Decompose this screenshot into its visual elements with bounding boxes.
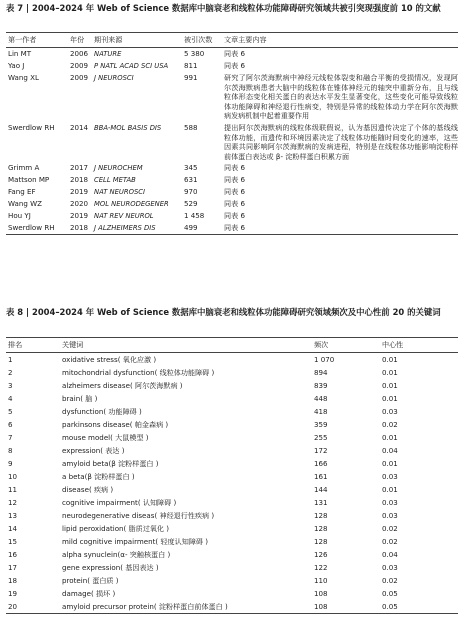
table7-row — [6, 198, 458, 210]
table8-row — [6, 353, 458, 367]
table7-caption: 表 7 | 2004–2024 年 Web of Science 数据库中脑衰老和线粒体功能障碍研究领域共被引突现强度前 10 的文献 — [6, 3, 441, 13]
table7-journal: J ALZHEIMERS DIS — [92, 222, 182, 235]
table8-rank: 3 — [8, 380, 13, 390]
table8-centrality: 0.01 — [382, 380, 398, 390]
table8-frequency: 161 — [314, 471, 328, 481]
table7-cites: 345 — [184, 163, 198, 173]
table8-rank: 12 — [8, 497, 18, 507]
table7-author: Grimm A — [8, 163, 40, 173]
table8-frequency: 108 — [312, 600, 380, 614]
table7-cites: 811 — [184, 61, 198, 70]
table7-journal: NATURE — [94, 50, 122, 58]
table8-row — [6, 535, 458, 548]
table8-header-rank: 排名 — [6, 338, 60, 353]
table8-row — [6, 444, 458, 457]
table8-keyword: a beta(β 淀粉样蛋白 ) — [62, 471, 135, 481]
table7-journal: P NATL ACAD SCI USA — [94, 62, 169, 70]
table8-header-centrality: 中心性 — [380, 338, 458, 353]
table7-journal: J NEUROSCI — [94, 74, 134, 82]
table8-row — [6, 457, 458, 470]
table7-year: 2009 — [70, 73, 89, 82]
table8-frequency: 122 — [314, 562, 328, 572]
table8-centrality: 0.01 — [382, 458, 398, 468]
table8-rank: 15 — [8, 536, 18, 546]
table8-row — [6, 483, 458, 496]
table7-cites: 991 — [184, 73, 198, 82]
table8-row — [6, 509, 458, 522]
table7-author: Mattson MP — [8, 175, 50, 185]
table8-centrality: 0.01 — [382, 432, 398, 442]
table8-frequency: 128 — [314, 536, 328, 546]
table8-rank: 17 — [8, 562, 18, 572]
table8-caption: 表 8 | 2004–2024 年 Web of Science 数据库中脑衰老和线粒体功能障碍研究领域频次及中心性前 20 的关键词 — [6, 307, 441, 317]
table7-journal: BBA-MOL BASIS DIS — [94, 123, 162, 132]
table7-author: Hou YJ — [8, 211, 31, 221]
table7-content: 同表 6 — [224, 199, 245, 209]
table7-journal: NAT REV NEUROL — [94, 212, 154, 221]
table7-content: 同表 6 — [224, 175, 245, 185]
table8-frequency: 172 — [314, 445, 328, 455]
table8-centrality: 0.03 — [382, 497, 398, 507]
table8-rank: 4 — [8, 393, 13, 403]
table7-cites: 588 — [184, 122, 198, 132]
table7-row — [6, 60, 458, 72]
table8-keyword: disease( 疾病 ) — [62, 484, 114, 494]
table8-keyword: expression( 表达 ) — [62, 445, 125, 455]
table8-row — [6, 496, 458, 509]
table8-centrality: 0.03 — [382, 510, 398, 520]
table8-centrality: 0.02 — [382, 419, 398, 429]
table7-content: 同表 6 — [224, 61, 245, 70]
table8-rank: 10 — [8, 471, 18, 481]
table7-journal: MOL NEURODEGENER — [94, 200, 169, 209]
table7-cites: 970 — [184, 187, 198, 197]
table7-year: 2020 — [70, 199, 89, 209]
table8-rank: 19 — [8, 588, 18, 598]
table8-rank: 11 — [8, 484, 18, 494]
table7-cites: 5 380 — [184, 49, 205, 58]
table8-centrality: 0.05 — [382, 588, 398, 598]
table8-row — [6, 548, 458, 561]
table8-header-frequency: 频次 — [312, 338, 380, 353]
table7-year: 2019 — [70, 187, 89, 197]
table7-year: 2018 — [70, 175, 89, 185]
table8-keyword: gene expression( 基因表达 ) — [62, 562, 159, 572]
table8-row — [6, 418, 458, 431]
table7-author: Fang EF — [8, 187, 36, 197]
table8-row — [6, 600, 458, 614]
table8-centrality: 0.01 — [382, 367, 398, 377]
table8-row — [6, 392, 458, 405]
table7 — [6, 32, 458, 235]
table8-centrality: 0.03 — [382, 471, 398, 481]
table8-header-row — [6, 338, 458, 353]
table8-row — [6, 561, 458, 574]
table8-row — [6, 522, 458, 535]
table7-header-journal: 期刊来源 — [92, 33, 182, 48]
table8-keyword: neurodegenerative diseas( 神经退行性疾病 ) — [62, 510, 215, 520]
table8-frequency: 894 — [314, 367, 328, 377]
table7-year: 2009 — [70, 61, 89, 70]
table7-row — [6, 186, 458, 198]
table7-row — [6, 210, 458, 222]
table7-year: 2017 — [70, 163, 89, 173]
table7-author: Swerdlow RH — [8, 122, 55, 132]
table7-row — [6, 174, 458, 186]
table7-content: 同表 6 — [224, 163, 245, 173]
table8-keyword: amyloid beta(β 淀粉样蛋白 ) — [62, 458, 159, 468]
table8-frequency: 126 — [314, 549, 328, 559]
table7-content: 同表 6 — [224, 187, 245, 197]
table8-frequency: 448 — [314, 393, 328, 403]
table8-centrality: 0.01 — [382, 393, 398, 403]
table8-centrality: 0.02 — [382, 536, 398, 546]
table7-header-year: 年份 — [68, 33, 92, 48]
table7-author: Wang WZ — [8, 199, 43, 209]
table8-keyword: mouse model( 大鼠模型 ) — [62, 432, 149, 442]
table7-content: 同表 6 — [222, 222, 458, 235]
table7-content: 研究了阿尔茨海默病中神经元线粒体裂变和融合平衡的受损情况，发现阿尔茨海默病患者大脑中的线粒体在锥体神经元的轴突中重新分布，且与线粒体形态变化相关蛋白的表达水平发生显著变化，这些变化可能导致线粒体功能障碍和神经退行性病变，特别是异常的线粒体动力学在阿尔茨海默病发病机制中起着重要作用 — [224, 73, 458, 121]
table8-rank: 5 — [8, 406, 13, 416]
table8-centrality: 0.02 — [382, 575, 398, 585]
table8-frequency: 144 — [314, 484, 328, 494]
table8-rank: 8 — [8, 445, 13, 455]
table7-author: Wang XL — [8, 73, 39, 82]
table8-frequency: 418 — [314, 406, 328, 416]
table8-row — [6, 574, 458, 587]
table8-frequency: 166 — [314, 458, 328, 468]
table8-row — [6, 405, 458, 418]
table8-centrality: 0.03 — [382, 562, 398, 572]
table8-frequency: 255 — [314, 432, 328, 442]
table8-centrality: 0.03 — [382, 406, 398, 416]
table7-row — [6, 162, 458, 174]
table8-centrality: 0.01 — [382, 484, 398, 494]
table8-rank: 6 — [8, 419, 13, 429]
table8-keyword: alpha synuclein(α- 突触核蛋白 ) — [62, 549, 171, 559]
table7-year: 2019 — [70, 211, 89, 221]
table7-cites: 499 — [182, 222, 222, 235]
table8-keyword: alzheimers disease( 阿尔茨海默病 ) — [62, 380, 183, 390]
table7-journal: NAT NEUROSCI — [94, 188, 146, 197]
table8-keyword: mild cognitive impairment( 轻度认知障碍 ) — [62, 536, 209, 546]
table8-rank: 14 — [8, 523, 18, 533]
table8-row — [6, 587, 458, 600]
table8-row — [6, 379, 458, 392]
table8-keyword: mitochondrial dysfunction( 线粒体功能障碍 ) — [62, 367, 215, 377]
table7-year: 2006 — [70, 49, 89, 58]
table8-frequency: 128 — [314, 510, 328, 520]
table8-frequency: 839 — [314, 380, 328, 390]
table8-centrality: 0.02 — [382, 523, 398, 533]
table8-centrality: 0.01 — [382, 354, 398, 364]
table8-rank: 13 — [8, 510, 18, 520]
table8-rank: 7 — [8, 432, 13, 442]
table7-journal: J NEUROCHEM — [94, 164, 143, 173]
table7-row — [6, 222, 458, 235]
table8-frequency: 359 — [314, 419, 328, 429]
table7-author: Yao J — [8, 61, 25, 70]
table7-author: Lin MT — [8, 49, 32, 58]
table7-content: 提出阿尔茨海默病的线粒体级联假说，认为基因遗传决定了个体的基线线粒体功能，而遗传和环境因素决定了线粒体功能随时间变化的速率，这些因素共同影响阿尔茨海默病的发病进程，特别是在线粒体功能影响淀粉样前体蛋白表达或 β- 淀粉样蛋白积累方面 — [224, 122, 458, 161]
table7-journal: CELL METAB — [94, 176, 136, 185]
table7-header-row — [6, 33, 458, 48]
table8-keyword: parkinsons disease( 帕金森病 ) — [62, 419, 169, 429]
table8-frequency: 1 070 — [314, 354, 335, 364]
table8-rank: 16 — [8, 549, 18, 559]
table8-keyword: protein( 蛋白质 ) — [62, 575, 119, 585]
table7-row — [6, 122, 458, 162]
table7-year: 2014 — [70, 122, 89, 132]
table7-header-author: 第一作者 — [6, 33, 68, 48]
table7-header-cites: 被引次数 — [182, 33, 222, 48]
table8-rank: 2 — [8, 367, 13, 377]
table8-frequency: 131 — [314, 497, 328, 507]
table8-centrality: 0.04 — [382, 549, 398, 559]
table8-frequency: 108 — [314, 588, 328, 598]
table7-content: 同表 6 — [224, 211, 245, 221]
table8-keyword: cognitive impairment( 认知障碍 ) — [62, 497, 177, 507]
table8 — [6, 337, 458, 614]
table8-keyword: lipid peroxidation( 脂质过氧化 ) — [62, 523, 170, 533]
table8-frequency: 110 — [314, 575, 328, 585]
table8-rank: 20 — [6, 600, 60, 614]
table7-cites: 631 — [184, 175, 198, 185]
table8-row — [6, 431, 458, 444]
table7-author: Swerdlow RH — [6, 222, 68, 235]
table8-keyword: amyloid precursor protein( 淀粉样蛋白前体蛋白 ) — [60, 600, 312, 614]
table7-row — [6, 48, 458, 61]
table7-year: 2018 — [68, 222, 92, 235]
table8-keyword: dysfunction( 功能障碍 ) — [62, 406, 142, 416]
table8-keyword: oxidative stress( 氧化应激 ) — [62, 354, 157, 364]
table8-centrality: 0.04 — [382, 445, 398, 455]
table7-cites: 1 458 — [184, 211, 205, 221]
table8-frequency: 128 — [314, 523, 328, 533]
table8-centrality: 0.05 — [380, 600, 458, 614]
table8-keyword: damage( 损坏 ) — [62, 588, 116, 598]
table8-row — [6, 366, 458, 379]
table8-header-keyword: 关键词 — [60, 338, 312, 353]
table8-rank: 18 — [8, 575, 18, 585]
table8-rank: 9 — [8, 458, 13, 468]
table8-keyword: brain( 脑 ) — [62, 393, 98, 403]
table7-row — [6, 72, 458, 122]
table7-header-content: 文章主要内容 — [222, 33, 458, 48]
table7-content: 同表 6 — [224, 49, 245, 58]
table7-cites: 529 — [184, 199, 198, 209]
table8-row — [6, 470, 458, 483]
table8-rank: 1 — [8, 354, 13, 364]
